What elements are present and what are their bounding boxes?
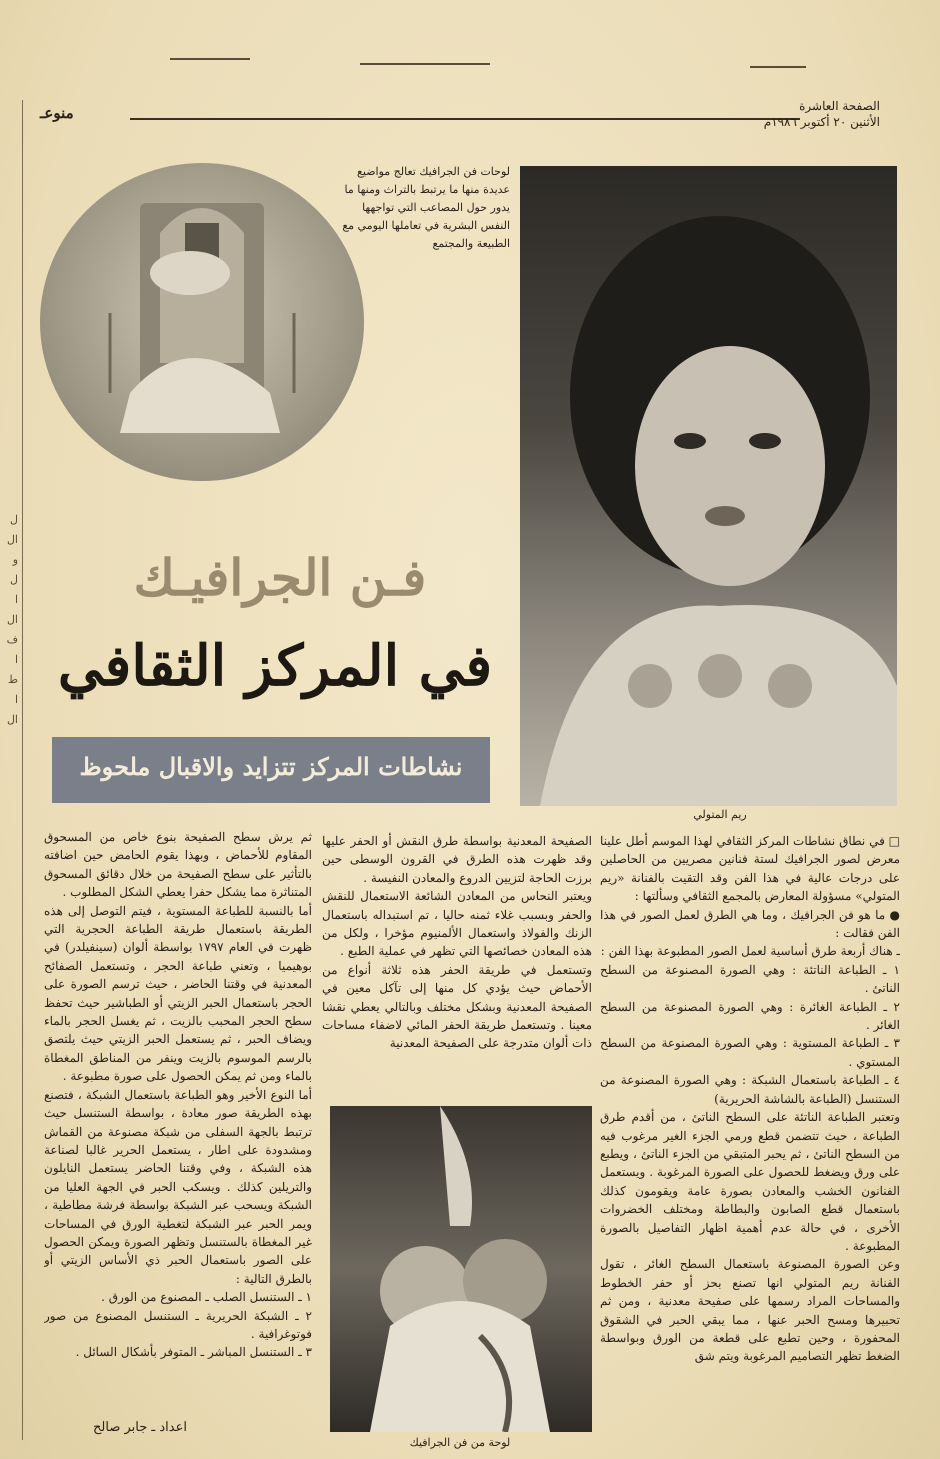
paragraph: ثم يرش سطح الصفيحة بنوع خاص من المسحوق المقاوم للأحماض ، وبهذا يقوم الحامض حين اضافته بالتأثير على سطح الصفيحة من خلال دقائق المسحوق المتناثرة مما يشكل حفرا يعطي الشكل المطلوب . (44, 830, 312, 900)
graphic-art-image (330, 1106, 592, 1432)
list-item: ٢ ـ الشبكة الحريرية ـ الستنسل المصنوع من صور فوتوغرافية . (44, 1308, 312, 1341)
paragraph: ٤ ـ الطباعة باستعمال الشبكة : وهي الصورة المصنوعة من الستنسل (الطباعة بالشاشة الحريرية) (600, 1073, 900, 1106)
list-item: ١ ـ الستنسل الصلب ـ المصنوع من الورق . (101, 1290, 312, 1305)
artwork-illustration (40, 163, 364, 481)
header-rule (130, 118, 800, 120)
portrait-photo (520, 166, 897, 806)
list-item: ٣ ـ الستنسل المباشر ـ المتوفر بأشكال السائل . (75, 1345, 312, 1360)
graphic-art-circle-image (40, 163, 364, 481)
paragraph: ـ هناك أربعة طرق أساسية لعمل الصور المطبوعة بهذا الفن : (600, 944, 900, 959)
article-column-right (600, 832, 900, 1432)
paragraph: ٢ ـ الطباعة الغائرة : وهي الصورة المصنوعة من السطح الغائر . (600, 999, 900, 1033)
paragraph: وعن الصورة المصنوعة باستعمال السطح الغائر ، تقول الفنانة ريم المتولي انها تصنع بحز أو حفر الخطوط والمساحات المراد رسمها على صفيحة معدنية ، ومن ثم تحبيرها ومسح الحبر عنها ، مما يبقي الحبر في الشقوق المحفورة ، وحين تطبع على قطعة من الورق وبواسطة الضغط تظهر التصاميم المرغوبة ويتم شق (600, 1257, 900, 1364)
top-mark-right (750, 66, 806, 68)
issue-date: الأثنين ٢٠ أكتوبر ١٩٨٦م (763, 115, 880, 129)
paragraph: ويعتبر النحاس من المعادن الشائعة الاستعمال للنقش والحفر وبسبب غلاء ثمنه حاليا ، تم استبداله باستعمال الزنك والفولاذ واستعمال الألمنيوم مؤخرا ، ولكل من هذه المعادن خصائصها التي تظهر في عملية الطبع . (322, 889, 592, 959)
paragraph: □ في نطاق نشاطات المركز الثقافي لهذا الموسم أطل علينا معرض لصور الجرافيك لستة فنانين مصريين من الحاصلين على درجات عالية في هذا الفن وقد التقيت بالفنانة «ريم المتولي» مسؤولة المعارض بالمجمع الثقافي وسألتها : (600, 834, 900, 904)
paragraph: وتستعمل في طريقة الحفر هذه ثلاثة أنواع من الأحماض حيث يؤدي كل منها إلى تآكل معين في الصفيحة المعدنية وبشكل مختلف وبالتالي يعطي نقشا معينا . وتستعمل طريقة الحفر المائي لاضفاء مساحات ذات ألوان متدرجة على الصفيحة المعدنية (322, 962, 592, 1051)
page-info (764, 98, 880, 130)
paragraph: الصفيحة المعدنية بواسطة طرق النقش أو الحفر عليها وقد ظهرت هذه الطرق في القرون الوسطى حين برزت الحاجة لتزيين الدروع والمعادن النفيسة . (322, 834, 592, 885)
subtitle-text: نشاطات المركز تتزايد والاقبال ملحوظ (79, 752, 463, 781)
author-byline: اعداد ـ جابر صالح (93, 1420, 187, 1435)
paragraph: ١ ـ الطباعة الناتئة : وهي الصورة المصنوعة من السطح الناتئ . (600, 962, 900, 996)
headline-line-1: فـن الجرافيـك (133, 548, 427, 607)
left-margin-rule (22, 100, 23, 1440)
paragraph: أما النوع الأخير وهو الطباعة باستعمال الشبكة ، فتصنع بهذه الطريقة صور معادة ، بواسطة الستنسل حيث ترتبط بالجهة السفلى من شبكة مصنوعة من القماش ومشدودة على اطار ، يستعمل الحرير غالبا لصناعة هذه الشبكة ، وفي وقتنا الحاضر يستعمل النايلون والتريلين كذلك . ويسكب الحبر في الجهة العليا من الشبكة ويسحب عبر الشبكة بواسطة فرشة مطاطية ، ويمر الحبر عبر الشبكة لتغطية الورق في المساحات غير المغطاة بالستنسل وتظهر الصورة ويمكن الحصول على الصور باستعمال الحبر ذي الأساس الزيتي أو بالطرق التالية : (44, 1087, 312, 1286)
paragraph: ● ما هو فن الجرافيك ، وما هي الطرق لعمل الصور في هذا الفن فقالت : (600, 907, 900, 941)
top-mark-mid (360, 63, 490, 65)
graphic-art-caption: لوحة من فن الجرافيك (409, 1436, 511, 1449)
paragraph: أما بالنسبة للطباعة المستوية ، فيتم التوصل إلى هذه الطريقة باستعمال طريقة الطباعة الحجرية التي ظهرت في العام ١٧٩٧ بواسطة ألوان (سينفيلدر) في بوهيميا ، وتعني طباعة الحجر ، وتستعمل الصفائح المعدنية في وقتنا الحاضر ، حيث ترسم الصورة على الحجر باستعمال الحبر الزيتي أو الطباشير حيث تحفظ سطح الحجر المحبب بالزيت ، ثم يغسل الحجر بالماء ويضاف الحبر ، ثم يستعمل الحبر الزيتي حيث يلتصق بالرسم الموسوم بالزيت وينفر من المناطق المغطاة بالماء ومن ثم يمكن الحصول على صورة مطبوعة . (44, 903, 312, 1084)
portrait-caption: ريم المتولي (693, 808, 747, 821)
portrait-illustration (520, 166, 897, 806)
top-mark-left (170, 58, 250, 60)
circle-image-caption: لوحات فن الجرافيك تعالج مواضيع عديدة منها ما يرتبط بالتراث ومنها ما يدور حول المصاعب التي تواجهها النفس البشرية في تعاملها اليومي مع الطبيعة والمجتمع (342, 165, 510, 250)
section-label: منوعـ (40, 104, 74, 122)
page-name: الصفحة العاشرة (799, 99, 880, 113)
headline-line-2: في المركز الثقافي (57, 633, 493, 699)
artwork-illustration (330, 1106, 592, 1432)
paragraph: ٣ ـ الطباعة المستوية : وهي الصورة المصنوعة من السطح المستوي . (600, 1036, 900, 1069)
article-column-left (44, 828, 312, 1400)
paragraph: وتعتبر الطباعة الناتئة على السطح الناتئ ، من أقدم طرق الطباعة ، حيث تتضمن قطع ورمي الجزء الغير مرغوب فيه من السطح الناتئ ، ثم يحبر المتبقي من الجزء الناتئ ، ويطبع على ورق ويضغط للحصول على الصورة المرغوبة . ويستعمل الفنانون الخشب والمعادن بصورة عامة ويقومون كذلك باستعمال قطع الصابون والبطاطة ومختلف الخضروات الأخرى ، في حالة عدم أهمية اظهار التفاصيل بالصورة المطبوعة . (600, 1110, 900, 1253)
clipped-neighbor-column: ل ال و ل ا ال ف ا ط ا ال (6, 513, 18, 726)
article-column-middle (322, 832, 592, 1102)
